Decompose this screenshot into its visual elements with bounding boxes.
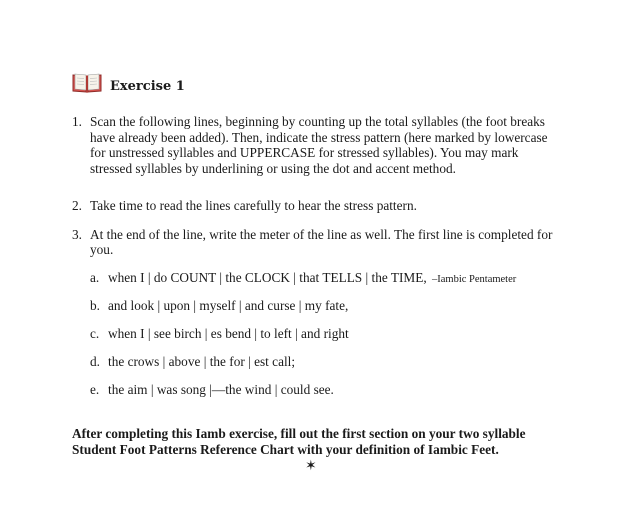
line-letter: b. — [90, 298, 100, 313]
instruction-item — [72, 227, 562, 258]
instruction-item — [72, 114, 562, 186]
line-text: and look | upon | myself | and curse | my fate, — [108, 298, 349, 313]
line-text: the crows | above | the for | est call; — [108, 354, 296, 369]
scansion-line-list — [90, 270, 570, 410]
scansion-line — [90, 298, 570, 326]
line-letter: c. — [90, 326, 100, 341]
closing-instruction: After completing this Iamb exercise, fill out the first section on your two syllable Student Foot Patterns Reference Chart with your definition of Iambic Feet. — [72, 426, 526, 457]
exercise-title: Exercise 1 — [110, 78, 185, 94]
instruction-item — [72, 198, 562, 214]
exercise-header — [72, 72, 185, 94]
line-letter: e. — [90, 382, 100, 397]
instruction-text: Take time to read the lines carefully to hear the stress pattern. — [90, 198, 417, 213]
section-divider-mark: ✶ — [305, 458, 317, 474]
line-text: when I | see birch | es bend | to left | and right — [108, 326, 349, 341]
scansion-line — [90, 382, 570, 410]
instruction-text: At the end of the line, write the meter of the line as well. The first line is completed for you. — [90, 226, 553, 257]
open-book-icon — [72, 72, 102, 94]
scansion-line — [90, 270, 570, 298]
instruction-number: 2. — [72, 198, 82, 213]
instruction-number: 1. — [72, 114, 82, 129]
line-letter: a. — [90, 270, 100, 285]
meter-note: –Iambic Pentameter — [432, 274, 517, 285]
line-text: when I | do COUNT | the CLOCK | that TELLS | the TIME, — [108, 270, 430, 285]
scansion-line — [90, 354, 570, 382]
line-text: the aim | was song |—the wind | could see. — [108, 382, 334, 397]
instruction-text: Scan the following lines, beginning by counting up the total syllables (the foot breaks have already been added). Then, indicate the stress pattern (here marked by lowercase for unstressed syllables and UPPERCASE for stressed syllables). You may mark stressed syllables by underlining or using the dot and accent method. — [90, 114, 548, 176]
instruction-list — [72, 114, 562, 258]
line-letter: d. — [90, 354, 100, 369]
scansion-line — [90, 326, 570, 354]
instruction-number: 3. — [72, 226, 82, 242]
